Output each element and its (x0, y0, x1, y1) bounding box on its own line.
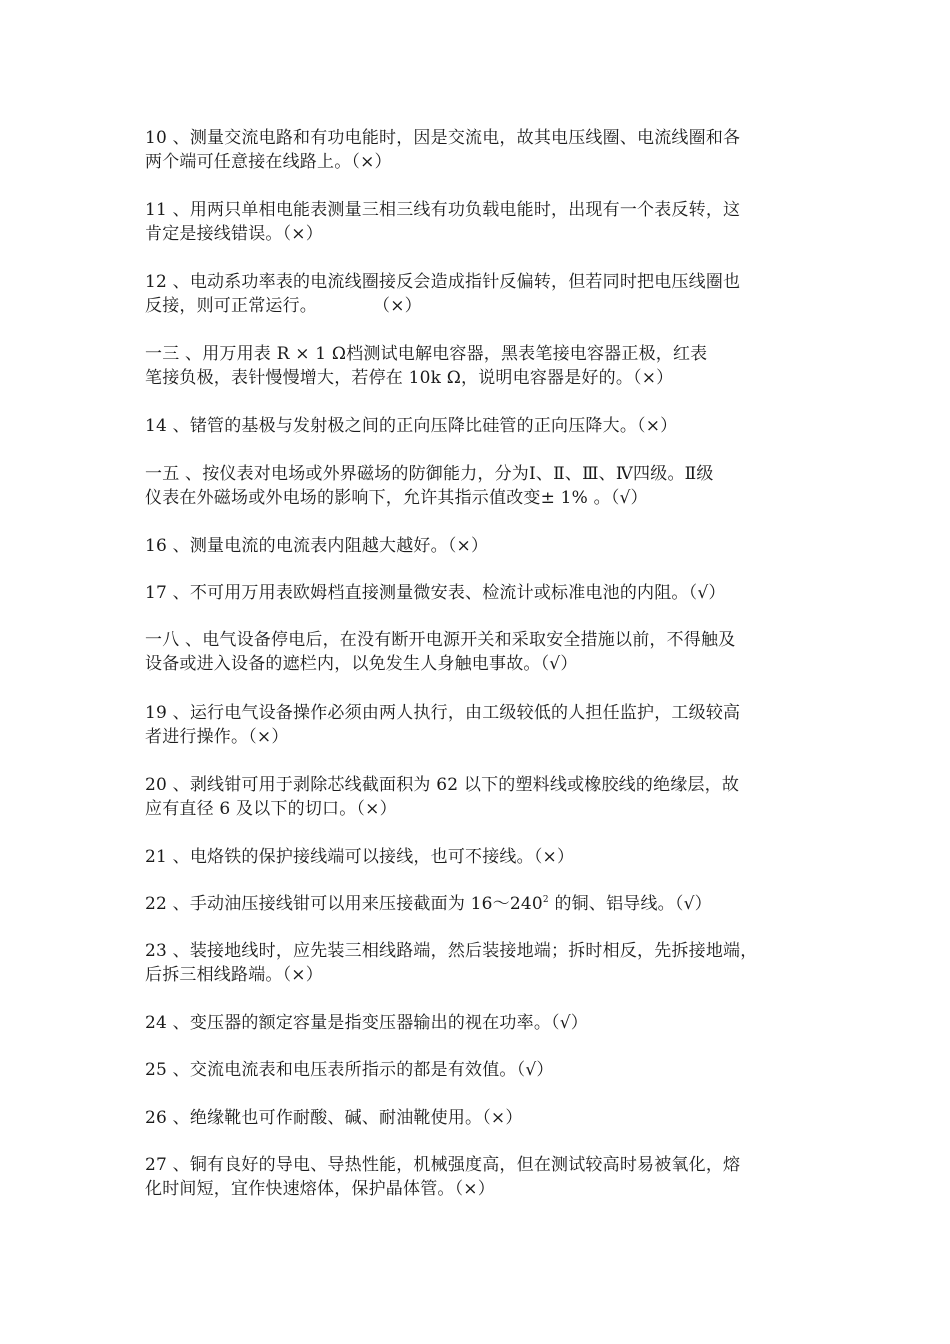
question-23 (145, 939, 817, 987)
question-16 (145, 534, 817, 558)
question-20 (145, 773, 817, 821)
text-line: 应有直径 6 及以下的切口。（×） (145, 799, 397, 819)
text-line: 16 、测量电流的电流表内阻越大越好。（×） (145, 536, 489, 556)
text-line: 一五 、按仪表对电场或外界磁场的防御能力，分为Ⅰ、Ⅱ、Ⅲ、Ⅳ四级。Ⅱ级 (145, 464, 714, 484)
question-19 (145, 701, 817, 749)
text-line: 25 、交流电流表和电压表所指示的都是有效值。（√） (145, 1060, 554, 1080)
question-26 (145, 1106, 817, 1130)
text-line: 一三 、用万用表 R × 1 Ω档测试电解电容器，黑表笔接电容器正极，红表 (145, 344, 708, 364)
question-24 (145, 1011, 817, 1035)
text-line: 笔接负极，表针慢慢增大，若停在 10k Ω，说明电容器是好的。（×） (145, 368, 674, 388)
text-line: 21 、电烙铁的保护接线端可以接线，也可不接线。（×） (145, 847, 575, 867)
text-line: 者进行操作。（×） (145, 727, 289, 747)
text-line: 11 、用两只单相电能表测量三相三线有功负载电能时，出现有一个表反转，这 (145, 200, 741, 220)
text-line: 仪表在外磁场或外电场的影响下，允许其指示值改变± 1% 。（√） (145, 488, 648, 508)
text-line: 一八 、电气设备停电后，在没有断开电源开关和采取安全措施以前，不得触及 (145, 630, 736, 650)
text-line: 14 、锗管的基极与发射极之间的正向压降比硅管的正向压降大。（×） (145, 416, 678, 436)
text-line: 12 、电动系功率表的电流线圈接反会造成指针反偏转，但若同时把电压线圈也 (145, 272, 741, 292)
question-12 (145, 270, 817, 318)
text-line: 肯定是接线错误。（×） (145, 224, 323, 244)
text-line: 化时间短，宜作快速熔体，保护晶体管。（×） (145, 1179, 495, 1199)
question-15 (145, 462, 817, 510)
text-line: 27 、铜有良好的导电、导热性能，机械强度高，但在测试较高时易被氧化，熔 (145, 1155, 741, 1175)
question-18 (145, 628, 817, 676)
text-line: 反接，则可正常运行。 （×） (145, 296, 422, 316)
question-22 (145, 892, 817, 916)
text-line: 19 、运行电气设备操作必须由两人执行，由工级较低的人担任监护，工级较高 (145, 703, 741, 723)
question-14 (145, 414, 817, 438)
question-17 (145, 581, 817, 605)
question-11 (145, 198, 817, 246)
text-line: 23 、装接地线时，应先装三相线路端，然后装接地端；拆时相反，先拆接地端， (145, 941, 758, 961)
question-10 (145, 126, 817, 174)
question-21 (145, 845, 817, 869)
question-27 (145, 1153, 817, 1201)
text-line: 10 、测量交流电路和有功电能时，因是交流电，故其电压线圈、电流线圈和各 (145, 128, 741, 148)
text-line: 17 、不可用万用表欧姆档直接测量微安表、检流计或标准电池的内阻。（√） (145, 583, 726, 603)
text-line: 26 、绝缘靴也可作耐酸、碱、耐油靴使用。（×） (145, 1108, 523, 1128)
superscript: 2 (542, 895, 549, 905)
text-line: 设备或进入设备的遮栏内，以免发生人身触电事故。（√） (145, 654, 578, 674)
text-line: 20 、剥线钳可用于剥除芯线截面积为 62 以下的塑料线或橡胶线的绝缘层，故 (145, 775, 740, 795)
question-13 (145, 342, 817, 390)
question-25 (145, 1058, 817, 1082)
text-line: 两个端可任意接在线路上。（×） (145, 152, 392, 172)
text-line: 24 、变压器的额定容量是指变压器输出的视在功率。（√） (145, 1013, 588, 1033)
text-line: 后拆三相线路端。（×） (145, 965, 323, 985)
text-segment: 22 、手动油压接线钳可以用来压接截面为 16～240 (145, 894, 543, 914)
text-line (145, 892, 817, 916)
text-segment: 的铜、铝导线。（√） (548, 894, 712, 914)
